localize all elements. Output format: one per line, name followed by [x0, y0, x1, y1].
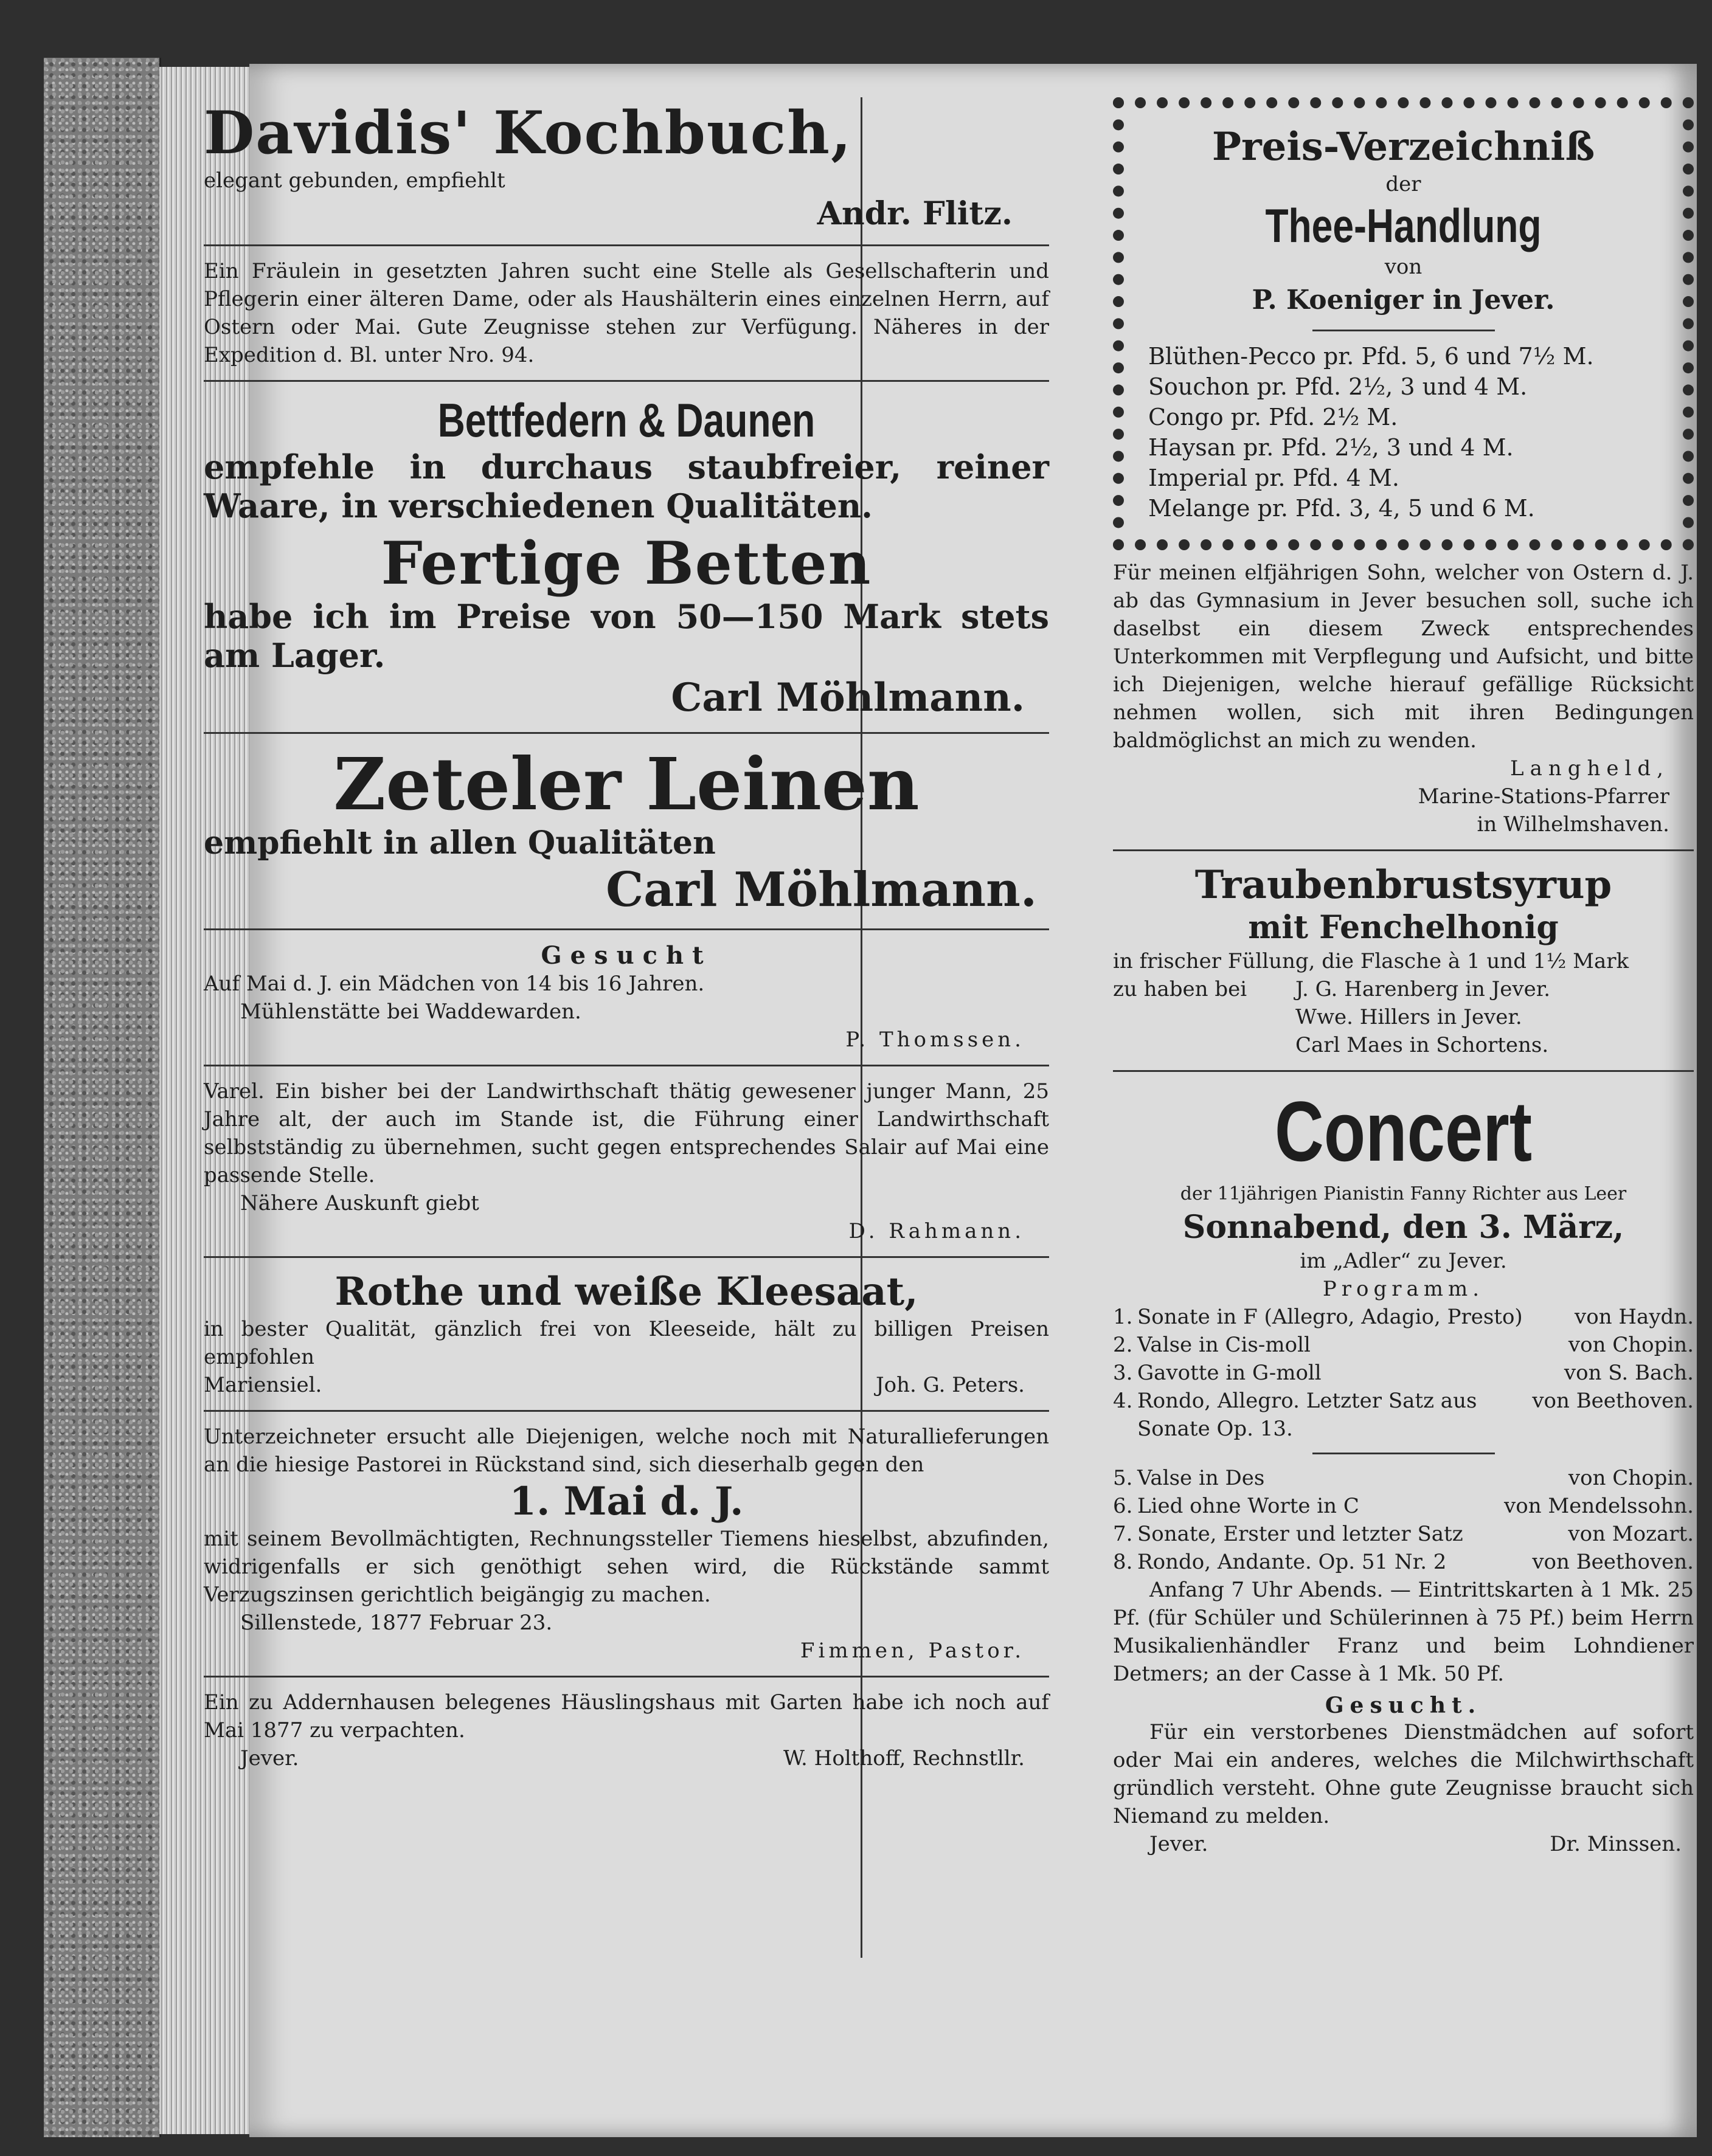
left-column — [204, 97, 1049, 1775]
item-number: 5. — [1113, 1466, 1133, 1490]
item-composer: von Chopin. — [1568, 1466, 1694, 1490]
ad-betten — [204, 528, 1049, 724]
list-item — [1113, 1548, 1694, 1576]
ad-text: in bester Qualität, gänzlich frei von Kleeseide, hält zu billigen Preisen empfohlen — [204, 1317, 1049, 1369]
ad-signer: D. Rahmann. — [848, 1219, 1025, 1243]
item-work: Valse in Des — [1137, 1466, 1265, 1490]
item-composer: von Beethoven. — [1532, 1389, 1694, 1413]
ad-signer: Dr. Minssen. — [1550, 1832, 1682, 1856]
ad-zeteler — [204, 742, 1049, 920]
ad-subtitle: mit Fenchelhonig — [1248, 909, 1559, 946]
price-list — [1148, 341, 1658, 523]
ad-dateline: Sillenstede, 1877 Februar 23. — [240, 1611, 553, 1635]
ad-bettfedern — [204, 390, 1049, 528]
divider — [1312, 330, 1495, 331]
ad-info: Anfang 7 Uhr Abends. — Eintrittskarten à 1 Mk. 25 Pf. (für Schüler und Schülerinnen à 75 Pf.) beim Herrn Musikalienhändler Franz und beim Lohndiener Detmers; an der Casse à 1 Mk. 50 Pf. — [1113, 1578, 1694, 1686]
list-item: Haysan pr. Pfd. 2½, 3 und 4 M. — [1148, 434, 1514, 461]
list-item: Blüthen-Pecco pr. Pfd. 5, 6 und 7½ M. — [1148, 343, 1594, 370]
ad-signer: Carl Möhlmann. — [671, 675, 1025, 720]
ad-role: Marine-Stations-Pfarrer — [1418, 784, 1669, 809]
list-item: Imperial pr. Pfd. 4 M. — [1148, 465, 1399, 491]
item-number: 6. — [1113, 1494, 1133, 1518]
ad-text: in frischer Füllung, die Flasche à 1 und 1½ Mark — [1113, 949, 1629, 973]
right-column — [1113, 97, 1694, 1861]
item-work: Lied ohne Worte in C — [1137, 1494, 1359, 1518]
ad-venue: im „Adler“ zu Jever. — [1300, 1249, 1507, 1273]
ad-varel — [204, 1075, 1049, 1248]
list-item — [1113, 1359, 1694, 1387]
item-work: Rondo, Allegro. Letzter Satz aus Sonate Op. 13. — [1137, 1389, 1477, 1441]
ad-signer: Langheld, — [1510, 756, 1669, 781]
ad-syrup — [1113, 860, 1694, 1062]
divider — [1113, 1070, 1694, 1072]
ad-footer — [1113, 1830, 1694, 1858]
ad-place: Jever. — [1149, 1832, 1208, 1856]
ad-date: Sonnabend, den 3. März, — [1182, 1209, 1624, 1246]
ad-label: zu haben bei — [1113, 977, 1247, 1001]
ad-davidis — [204, 97, 1049, 236]
ad-title: Davidis' Kochbuch, — [204, 98, 853, 167]
ad-text: empfiehlt in allen Qualitäten — [204, 824, 716, 862]
ad-programm: Programm. — [1322, 1277, 1485, 1301]
ad-title: Gesucht — [541, 941, 712, 970]
list-item — [1113, 1331, 1694, 1359]
ad-date: 1. Mai d. J. — [509, 1479, 744, 1524]
item-number: 4. — [1113, 1389, 1133, 1413]
divider — [204, 1256, 1049, 1258]
divider — [204, 1676, 1049, 1677]
ad-title: Fertige Betten — [381, 529, 872, 598]
ad-text: Für meinen elfjährigen Sohn, welcher von Ostern d. J. ab das Gymnasium in Jever besuchen soll, suche ich daselbst ein diesem Zweck entsprechendes Unterkommen mit Verpflegung und Aufsicht, und bitte ich Diejenigen, welche hierauf gefällige Rücksicht nehmen wollen, sich mit ihren Bedingungen baldmöglichst an mich zu wenden. — [1113, 561, 1694, 753]
ad-text: Für ein verstorbenes Dienstmädchen auf sofort oder Mai ein anderes, welches die Milchwirthschaft gründlich versteht. Ohne gute Zeugnisse braucht sich Niemand zu melden. — [1113, 1720, 1694, 1828]
ad-fraeulein: Ein Fräulein in gesetzten Jahren sucht eine Stelle als Gesellschafterin und Pflegerin einer älteren Dame, oder als Haushälterin eines einzelnen Herrn, auf Ostern oder Mai. Gute Zeugnisse stehen zur Verfügung. Näheres in der Expedition d. Bl. unter Nro. 94. — [204, 259, 1049, 367]
item-number: 2. — [1113, 1333, 1133, 1357]
ad-concert — [1113, 1080, 1694, 1690]
item-work: Sonate, Erster und letzter Satz — [1137, 1522, 1463, 1546]
item-work: Sonate in F (Allegro, Adagio, Presto) — [1137, 1305, 1523, 1329]
divider — [204, 244, 1049, 246]
item-work: Rondo, Andante. Op. 51 Nr. 2 — [1137, 1550, 1447, 1574]
ad-signer: Fimmen, Pastor. — [800, 1639, 1025, 1663]
ad-footer — [204, 1744, 1049, 1772]
ad-text: Unterzeichneter ersucht alle Diejenigen, welche noch mit Naturallieferungen an die hiesige Pastorei in Rückstand sind, sich dieserhalb gegen den — [204, 1425, 1049, 1477]
item-composer: von S. Bach. — [1564, 1361, 1694, 1385]
item-work: Valse in Cis-moll — [1137, 1333, 1311, 1357]
ad-info: Nähere Auskunft giebt — [240, 1191, 479, 1215]
item-number: 8. — [1113, 1550, 1133, 1574]
ad-title: Gesucht. — [1325, 1693, 1482, 1718]
ad-title: Concert — [1274, 1083, 1533, 1179]
item-number: 7. — [1113, 1522, 1133, 1546]
item-composer: von Haydn. — [1575, 1305, 1694, 1329]
divider — [204, 380, 1049, 382]
ad-tee-price-list — [1113, 97, 1694, 550]
ad-title: Bettfedern & Daunen — [437, 393, 816, 447]
divider — [204, 928, 1049, 930]
marbled-cover — [44, 58, 161, 2137]
list-item: Melange pr. Pfd. 3, 4, 5 und 6 M. — [1148, 495, 1535, 522]
item-number: 3. — [1113, 1361, 1133, 1385]
ad-title: Traubenbrustsyrup — [1194, 862, 1612, 908]
ad-text: Ein zu Addernhausen belegenes Häuslingshaus mit Garten habe ich noch auf Mai 1877 zu verpachten. — [204, 1690, 1049, 1743]
ad-text: habe ich im Preise von 50—150 Mark stets am Lager. — [204, 597, 1049, 675]
programm-list-1 — [1113, 1303, 1694, 1443]
ad-signer: Joh. G. Peters. — [876, 1373, 1025, 1397]
ad-haus — [204, 1686, 1049, 1775]
ad-der: der — [1385, 172, 1421, 196]
ad-text: mit seinem Bevollmächtigten, Rechnungssteller Tiemens hieselbst, abzufinden, widrigenfalls er sich genöthigt sehen wird, die Rückstände sammt Verzugszinsen gerichtlich beigängig zu machen. — [204, 1527, 1049, 1607]
ad-signer: W. Holthoff, Rechnstllr. — [783, 1746, 1025, 1771]
ad-place: Mühlenstätte bei Waddewarden. — [240, 1000, 581, 1024]
ad-place: in Wilhelmshaven. — [1477, 812, 1669, 837]
ad-owner: P. Koeniger in Jever. — [1252, 285, 1555, 316]
ad-footer — [204, 1371, 1049, 1399]
ad-sellers-block — [1113, 975, 1694, 1059]
ad-gesucht — [204, 939, 1049, 1056]
list-item — [1113, 1387, 1694, 1443]
item-composer: von Mozart. — [1568, 1522, 1694, 1546]
list-item — [1113, 1492, 1694, 1520]
ad-shop: Thee-Handlung — [1265, 199, 1542, 252]
divider — [1312, 1453, 1495, 1454]
ad-text: elegant gebunden, empfiehlt — [204, 168, 505, 193]
ad-text: empfehle in durchaus staubfreier, reiner Waare, in verschiedenen Qualitäten. — [204, 447, 1049, 525]
ad-by: der 11jährigen Pianistin Fanny Richter aus Leer — [1180, 1183, 1627, 1204]
item-number: 1. — [1113, 1305, 1133, 1329]
item-composer: von Chopin. — [1568, 1333, 1694, 1357]
list-item: Carl Maes in Schortens. — [1295, 1033, 1549, 1057]
list-item: Wwe. Hillers in Jever. — [1295, 1005, 1522, 1029]
list-item — [1113, 1464, 1694, 1492]
list-item — [1113, 1520, 1694, 1548]
ad-title: Rothe und weiße Kleesaat, — [334, 1269, 918, 1315]
ad-text: Varel. Ein bisher bei der Landwirthschaft thätig gewesener junger Mann, 25 Jahre alt, der auch im Stande ist, die Führung einer Landwirthschaft selbstständig zu übernehmen, sucht gegen entsprechendes Salair auf Mai eine passende Stelle. — [204, 1079, 1049, 1187]
item-composer: von Beethoven. — [1532, 1550, 1694, 1574]
divider — [204, 732, 1049, 734]
ad-place: Jever. — [240, 1746, 299, 1771]
divider — [204, 1065, 1049, 1066]
ad-signer: Andr. Flitz. — [817, 195, 1013, 232]
ad-von: von — [1384, 255, 1423, 279]
ad-sohn — [1113, 556, 1694, 841]
ad-gesucht-2 — [1113, 1690, 1694, 1861]
ad-place: Mariensiel. — [204, 1373, 322, 1397]
ad-pastorei — [204, 1420, 1049, 1667]
divider — [204, 1410, 1049, 1412]
item-composer: von Mendelssohn. — [1504, 1494, 1694, 1518]
list-item: J. G. Harenberg in Jever. — [1295, 977, 1551, 1001]
list-item — [1113, 1303, 1694, 1331]
list-item: Souchon pr. Pfd. 2½, 3 und 4 M. — [1148, 373, 1528, 400]
divider — [1113, 849, 1694, 851]
ad-title: Zeteler Leinen — [333, 742, 920, 826]
item-work: Gavotte in G-moll — [1137, 1361, 1322, 1385]
ad-sellers — [1295, 975, 1694, 1059]
ad-title: Preis-Verzeichniß — [1211, 124, 1595, 170]
ad-text: Auf Mai d. J. ein Mädchen von 14 bis 16 Jahren. — [204, 972, 705, 996]
programm-list-2 — [1113, 1464, 1694, 1576]
ad-signer: P. Thomssen. — [845, 1028, 1025, 1052]
ad-kleesaat — [204, 1266, 1049, 1401]
ad-signer: Carl Möhlmann. — [606, 862, 1037, 917]
list-item: Congo pr. Pfd. 2½ M. — [1148, 404, 1398, 430]
